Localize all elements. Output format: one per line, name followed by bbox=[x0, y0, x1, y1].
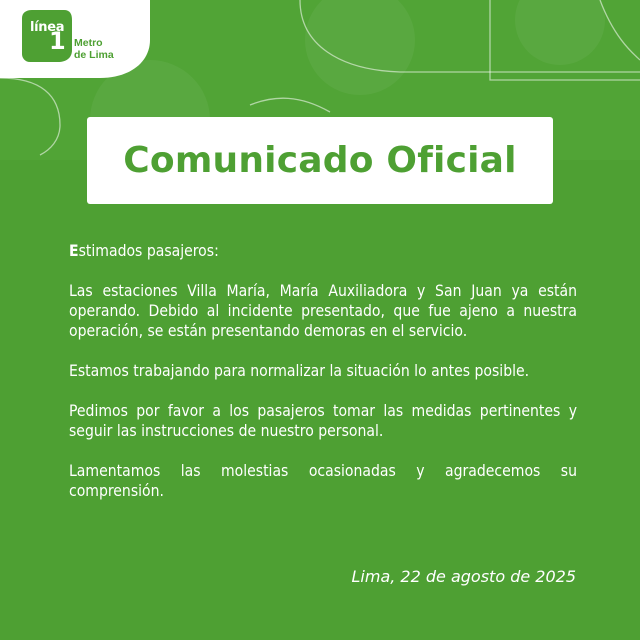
announcement-body bbox=[69, 241, 577, 521]
title-box bbox=[87, 117, 553, 204]
greeting bbox=[69, 241, 577, 261]
paragraph-request: Pedimos por favor a los pasajeros tomar las medidas pertinentes y seguir las instrucciones de nuestro personal. bbox=[69, 402, 577, 440]
logo-caption bbox=[74, 37, 114, 61]
greeting-rest: stimados pasajeros: bbox=[78, 242, 219, 260]
logo-caption-line1: Metro bbox=[74, 37, 103, 49]
logo-number: 1 bbox=[49, 27, 66, 55]
greeting-initial: E bbox=[69, 242, 79, 260]
paragraph-working: Estamos trabajando para normalizar la situación lo antes posible. bbox=[69, 362, 530, 380]
page-title: Comunicado Oficial bbox=[123, 140, 517, 181]
linea1-logo bbox=[0, 0, 150, 78]
date-signature: Lima, 22 de agosto de 2025 bbox=[351, 567, 576, 586]
logo-brand-text: línea bbox=[30, 20, 65, 35]
paragraph-stations: Las estaciones Villa María, María Auxiliadora y San Juan ya están operando. Debido al incidente presentado, que fue ajeno a nuestra operación, se están presentando demoras en el servicio. bbox=[69, 282, 577, 340]
logo-caption-line2: de Lima bbox=[74, 49, 114, 61]
paragraph-apology: Lamentamos las molestias ocasionadas y agradecemos su comprensión. bbox=[69, 462, 577, 500]
